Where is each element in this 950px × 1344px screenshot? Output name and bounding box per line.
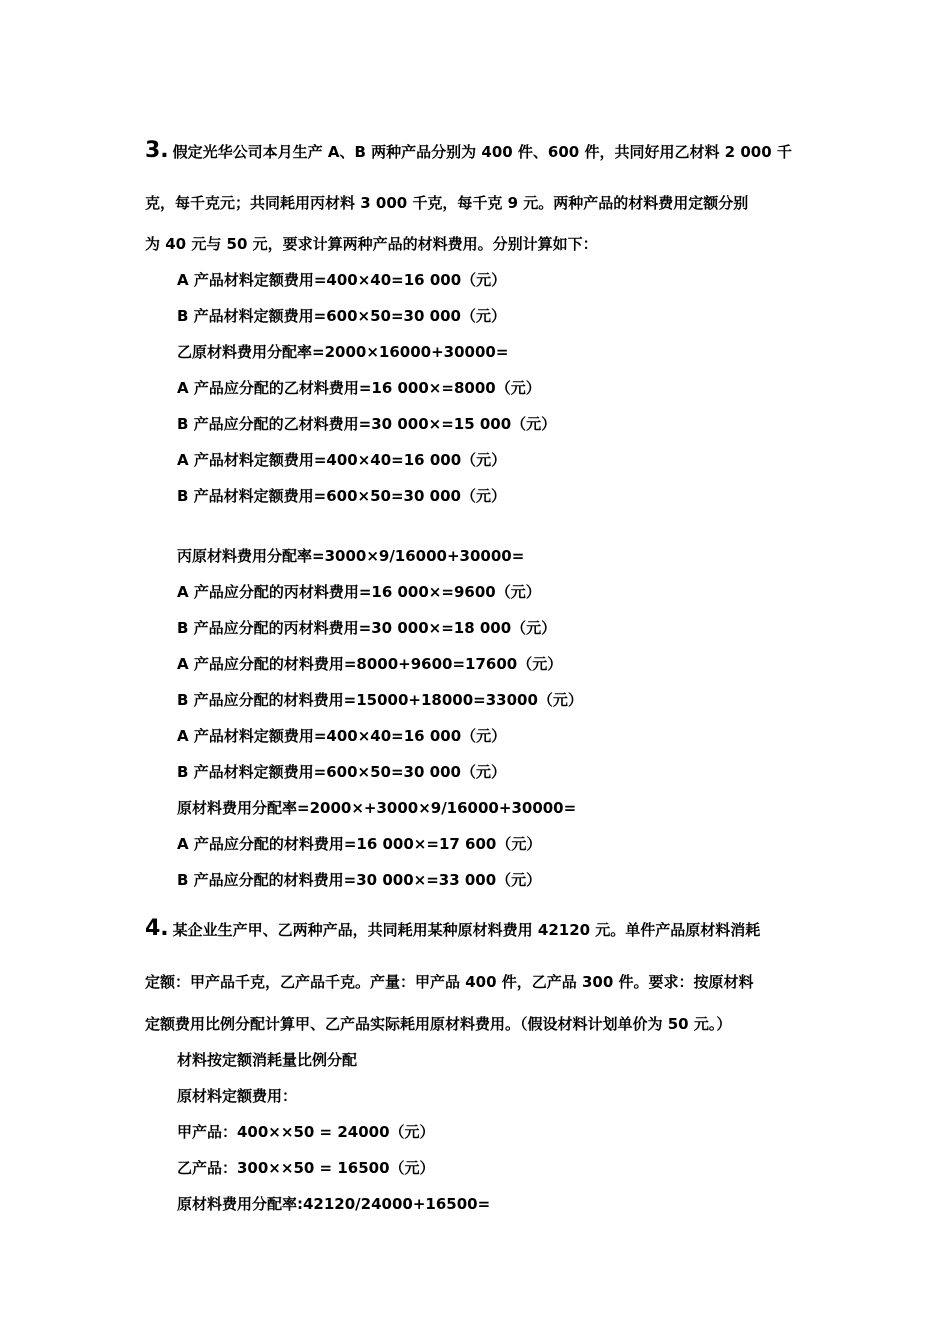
q3-calc-13: A 产品材料定额费用=400×40=16 000（元） xyxy=(177,727,507,745)
q4-text-1: 某企业生产甲、乙两种产品，共同耗用某种原材料费用 42120 元。单件产品原材料消耗 xyxy=(172,921,761,939)
q4-line-3: 定额费用比例分配计算甲、乙产品实际耗用原材料费用。（假设材料计划单价为 50 元。） xyxy=(145,1015,732,1033)
q3-line-3: 为 40 元与 50 元，要求计算两种产品的材料费用。分别计算如下： xyxy=(145,235,598,253)
q3-calc-16: A 产品应分配的材料费用=16 000×=17 600（元） xyxy=(177,835,542,853)
q4-calc-2: 原材料定额费用： xyxy=(177,1087,298,1105)
q4-calc-3: 甲产品：400××50 = 24000（元） xyxy=(177,1123,435,1141)
q3-calc-10: B 产品应分配的丙材料费用=30 000×=18 000（元） xyxy=(177,619,557,637)
q3-calc-8: 丙原材料费用分配率=3000×9/16000+30000= xyxy=(177,547,525,565)
q3-line-1 xyxy=(145,140,825,163)
q3-calc-12: B 产品应分配的材料费用=15000+18000=33000（元） xyxy=(177,691,583,709)
q3-calc-11: A 产品应分配的材料费用=8000+9600=17600（元） xyxy=(177,655,563,673)
q4-line-1 xyxy=(145,918,825,941)
q4-number: 4. xyxy=(145,916,169,941)
q3-calc-1: A 产品材料定额费用=400×40=16 000（元） xyxy=(177,271,507,289)
q3-calc-5: B 产品应分配的乙材料费用=30 000×=15 000（元） xyxy=(177,415,557,433)
q3-calc-3: 乙原材料费用分配率=2000×16000+30000= xyxy=(177,343,509,361)
q3-calc-9: A 产品应分配的丙材料费用=16 000×=9600（元） xyxy=(177,583,541,601)
q3-text-1: 假定光华公司本月生产 A、B 两种产品分别为 400 件、600 件，共同好用乙材料 2 000 千 xyxy=(172,143,792,161)
q3-calc-17: B 产品应分配的材料费用=30 000×=33 000（元） xyxy=(177,871,542,889)
q3-calc-7: B 产品材料定额费用=600×50=30 000（元） xyxy=(177,487,506,505)
q3-line-2: 克，每千克元；共同耗用丙材料 3 000 千克，每千克 9 元。两种产品的材料费用定额分别 xyxy=(145,194,749,212)
q3-calc-2: B 产品材料定额费用=600×50=30 000（元） xyxy=(177,307,506,325)
q3-calc-14: B 产品材料定额费用=600×50=30 000（元） xyxy=(177,763,506,781)
q3-number: 3. xyxy=(145,138,169,163)
q4-line-2: 定额：甲产品千克，乙产品千克。产量：甲产品 400 件，乙产品 300 件。要求：按原材料 xyxy=(145,973,754,991)
q3-calc-15: 原材料费用分配率=2000×+3000×9/16000+30000= xyxy=(177,799,577,817)
q4-calc-5: 原材料费用分配率:42120/24000+16500= xyxy=(177,1195,491,1213)
q4-calc-4: 乙产品：300××50 = 16500（元） xyxy=(177,1159,435,1177)
q4-calc-1: 材料按定额消耗量比例分配 xyxy=(177,1051,358,1069)
q3-calc-6: A 产品材料定额费用=400×40=16 000（元） xyxy=(177,451,507,469)
q3-calc-4: A 产品应分配的乙材料费用=16 000×=8000（元） xyxy=(177,379,541,397)
